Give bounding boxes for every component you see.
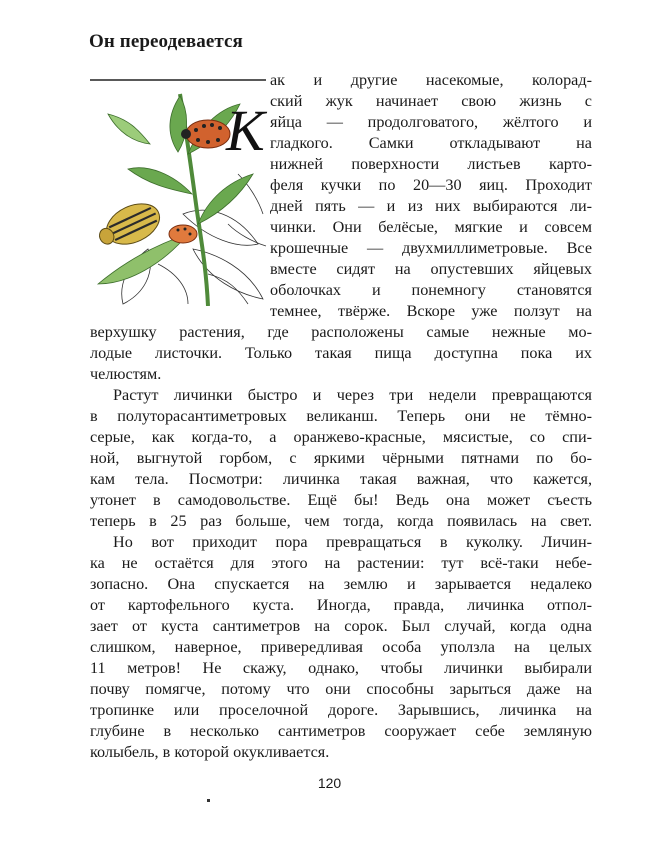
page-number: 120	[317, 775, 342, 791]
text-line: лодые листочки. Только такая пища доступна пока их	[90, 344, 592, 362]
text-line: колыбель, в которой окукливается.	[90, 743, 330, 761]
text-line: нижней поверхности листьев карто-	[270, 155, 592, 173]
text-line: гладкого. Самки откладывают на	[270, 134, 592, 152]
text-line: глубине в несколько сантиметров сооружает себе земляную	[90, 722, 592, 740]
text-line: ский жук начинает свою жизнь с	[270, 92, 592, 110]
text-line: яйца — продолговатого, жёлтого и	[270, 113, 592, 131]
print-speck	[207, 799, 210, 802]
potato-beetle-illustration	[88, 74, 268, 306]
text-line: оболочках и понемногу становятся	[270, 281, 592, 299]
text-line: от картофельного куста. Иногда, правда, личинка отпол-	[90, 596, 592, 614]
text-line: утонет в самодовольстве. Ещё бы! Ведь она может съесть	[90, 491, 592, 509]
text-line: слишком, наверное, привередливая особа уползла на целых	[90, 638, 592, 656]
text-line: кам тела. Посмотри: личинка такая важная, что кажется,	[90, 470, 592, 488]
text-line: чинки. Они белёсые, мягкие и совсем	[270, 218, 592, 236]
text-line: верхушку растения, где расположены самые нежные мо-	[90, 323, 592, 341]
drop-cap: К	[226, 98, 265, 163]
text-line: челюстям.	[90, 365, 162, 383]
text-line: 11 метров! Не скажу, однако, чтобы личинки выбирали	[90, 659, 592, 677]
text-line: ак и другие насекомые, колорад-	[270, 71, 592, 89]
text-line: Но вот приходит пора превращаться в куколку. Личин-	[113, 533, 592, 551]
text-line: темнее, твёрже. Вскоре уже ползут на	[270, 302, 592, 320]
text-line: крошечные — двухмиллиметровые. Все	[270, 239, 592, 257]
text-line: дней пять — и из них выбираются ли-	[270, 197, 592, 215]
text-line: серые, как когда-то, а оранжево-красные, мясистые, со спи-	[90, 428, 592, 446]
text-line: ка не остаётся для этого на растении: тут всё-таки небе-	[90, 554, 592, 572]
text-line: вместе сидят на опустевших яйцевых	[270, 260, 592, 278]
page-title: Он переодевается	[89, 31, 243, 52]
text-line: феля кучки по 20—30 яиц. Проходит	[270, 176, 592, 194]
text-line: теперь в 25 раз больше, чем тогда, когда появилась на свет.	[90, 512, 592, 530]
text-line: зопасно. Она спускается на землю и зарывается недалеко	[90, 575, 592, 593]
larva-lower	[169, 225, 197, 243]
text-line: тропинке или проселочной дороге. Зарывшись, личинка на	[90, 701, 592, 719]
colorado-beetle	[93, 196, 166, 256]
text-line: в полуторасантиметровых великанш. Теперь они не тёмно-	[90, 407, 592, 425]
text-line: почву помягче, потому что они способны зарыться даже на	[90, 680, 592, 698]
text-line: Растут личинки быстро и через три недели превращаются	[113, 386, 592, 404]
text-line: ной, выгнутой горбом, с яркими чёрными пятнами по бо-	[90, 449, 592, 467]
text-line: зает от куста сантиметров на сорок. Был случай, когда одна	[90, 617, 592, 635]
